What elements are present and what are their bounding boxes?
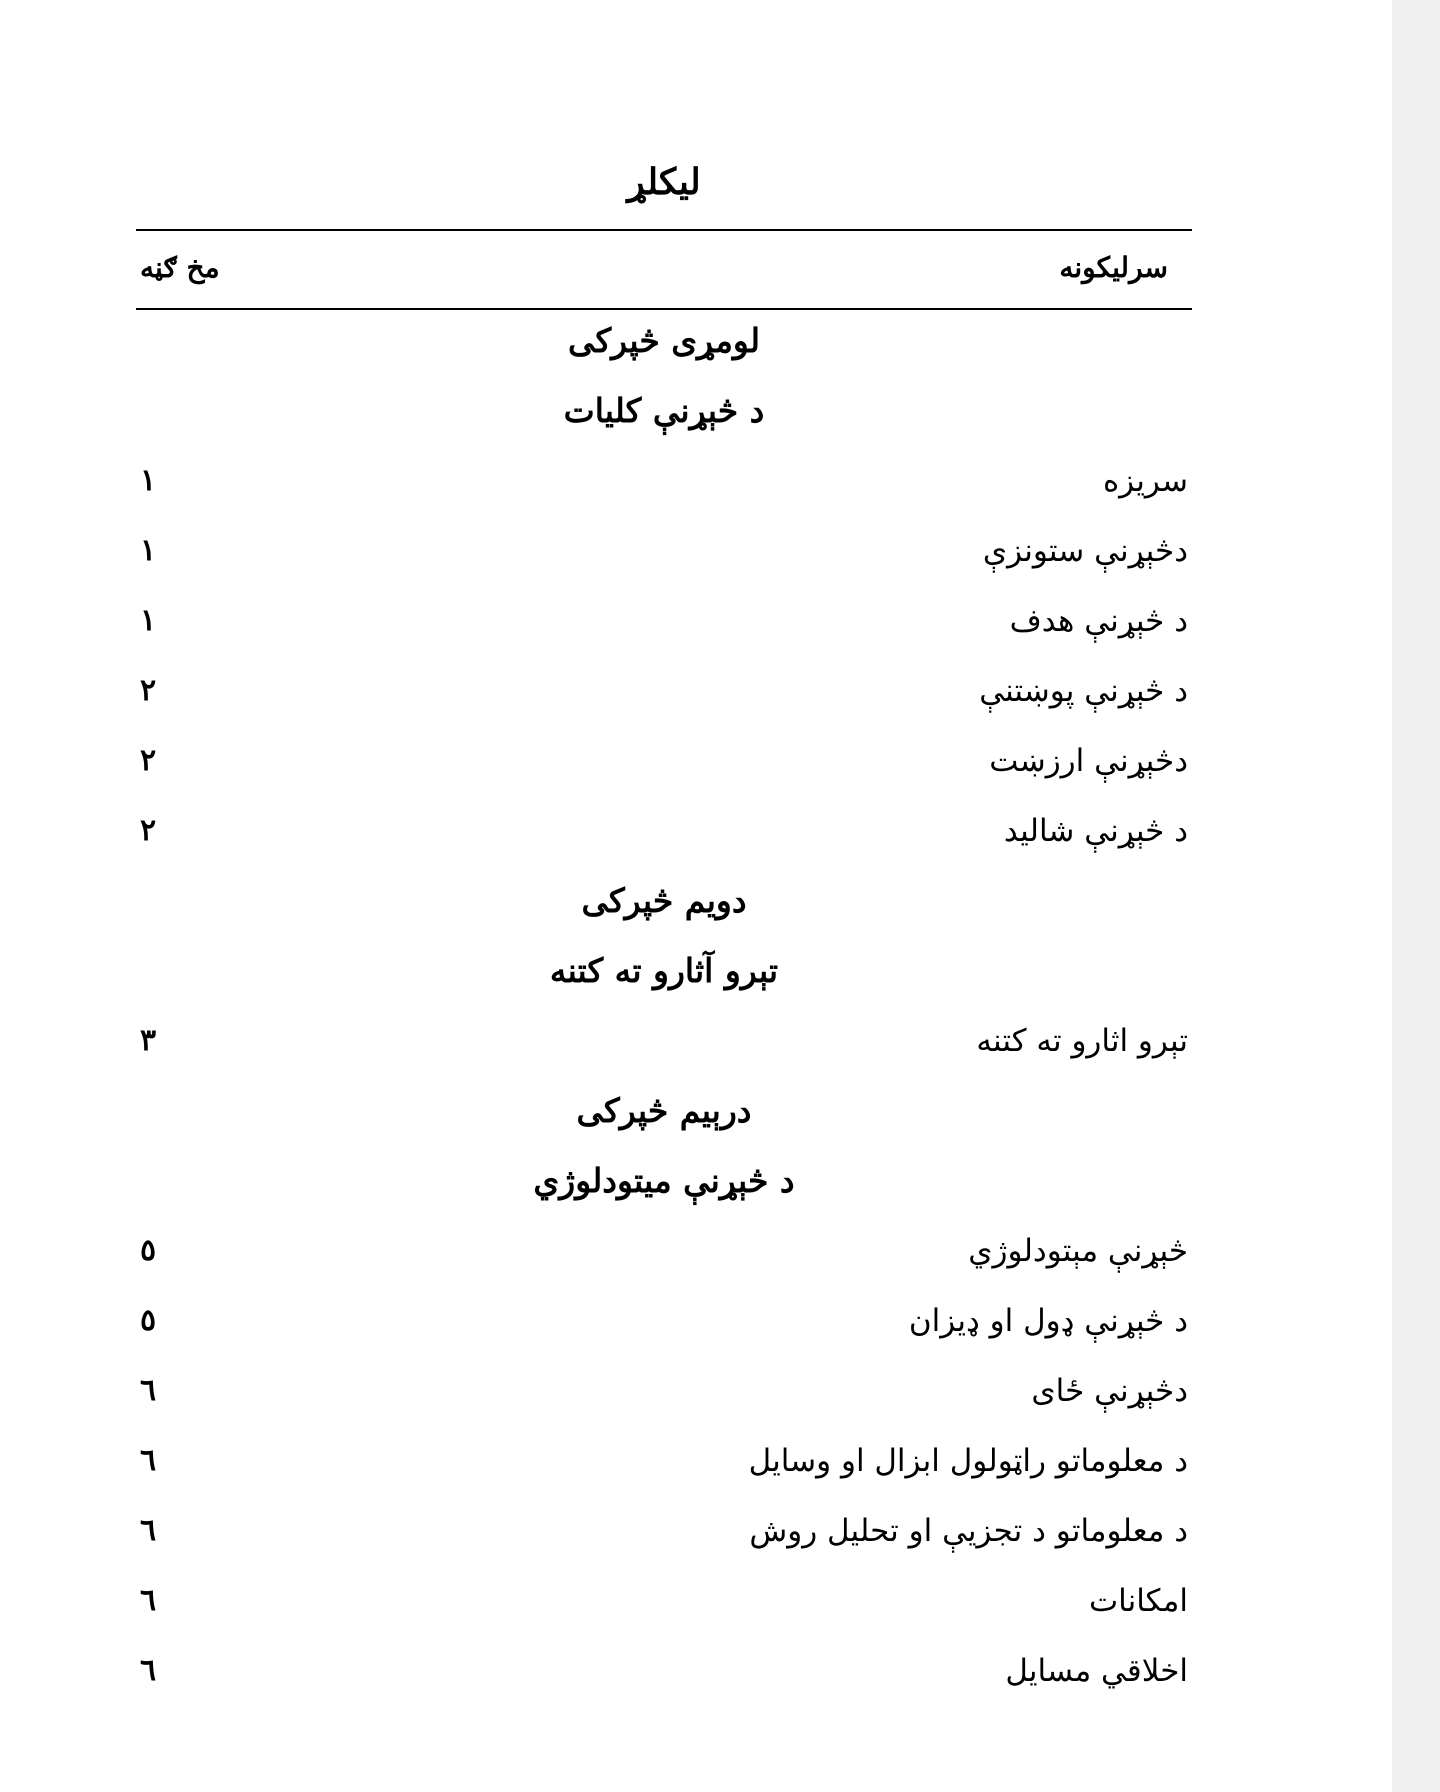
chapter-heading: درېیم څپرکی [576, 1091, 752, 1130]
toc-entry-page-number: ٦ [140, 1373, 157, 1408]
chapter-heading: دویم څپرکی [581, 881, 747, 920]
toc-entry-title: د څېړنې شالید [1003, 813, 1188, 849]
toc-entry [136, 1363, 1192, 1419]
scrollbar-track[interactable] [1392, 0, 1440, 1792]
toc-entry [136, 1013, 1192, 1069]
toc-entry [136, 1573, 1192, 1629]
toc-entry-title: د څېړنې هدف [1009, 603, 1188, 639]
toc-entry [136, 803, 1192, 859]
column-header-titles: سرلیکونه [1059, 251, 1168, 284]
toc-entry-title: د څېړنې پوښتنې [979, 673, 1188, 709]
toc-entry-page-number: ٦ [140, 1653, 157, 1688]
toc-entry-title: تېرو اثارو ته کتنه [976, 1023, 1188, 1059]
toc-entry [136, 1643, 1192, 1699]
toc-entry-title: امکانات [1088, 1583, 1188, 1619]
toc-entry-page-number: ١ [140, 533, 157, 568]
toc-entry-title: د څېړنې ډول او ډیزان [908, 1303, 1188, 1339]
toc-entry [136, 1223, 1192, 1279]
toc-entry-page-number: ٦ [140, 1443, 157, 1478]
toc-entry-page-number: ٢ [140, 743, 157, 778]
toc-entry-page-number: ٥ [140, 1233, 157, 1268]
toc-entry-page-number: ٢ [140, 673, 157, 708]
chapter-heading: لومړی څپرکی [567, 321, 761, 360]
toc-entry-page-number: ١ [140, 603, 157, 638]
toc-entry-title: سریزه [1102, 463, 1188, 499]
toc-entry [136, 453, 1192, 509]
toc-title: لیکلړ [627, 161, 701, 203]
toc-entry-title: اخلاقي مسایل [1005, 1653, 1188, 1689]
header-top-rule [136, 229, 1192, 231]
toc-entry-page-number: ٥ [140, 1303, 157, 1338]
toc-header-row [136, 244, 1192, 292]
toc-entry-title: دڅېړنې ارزښت [989, 743, 1188, 779]
toc-entry-title: دڅېړنې ځای [1031, 1373, 1188, 1409]
toc-entry-page-number: ٦ [140, 1583, 157, 1618]
toc-entry-page-number: ٦ [140, 1513, 157, 1548]
column-header-page: مخ ګڼه [140, 251, 220, 284]
toc-entry-page-number: ٣ [140, 1023, 157, 1058]
toc-entry [136, 733, 1192, 789]
toc-entry [136, 1503, 1192, 1559]
toc-entry [136, 1293, 1192, 1349]
toc-entry [136, 663, 1192, 719]
toc-entry-page-number: ٢ [140, 813, 157, 848]
toc-entry-title: د معلوماتو د تجزیې او تحلیل روش [749, 1513, 1188, 1549]
chapter-heading: تېرو آثارو ته کتنه [549, 951, 779, 990]
toc-entry [136, 523, 1192, 579]
toc-entry-title: څېړنې مېتودلوژي [968, 1233, 1188, 1269]
chapter-heading: د څېړنې میتودلوژي [533, 1161, 795, 1200]
toc-entry [136, 593, 1192, 649]
toc-entry [136, 1433, 1192, 1489]
toc-entry-title: دڅېړنې ستونزې [982, 533, 1188, 569]
toc-entry-title: د معلوماتو راټولول ابزال او وسایل [748, 1443, 1188, 1479]
toc-entry-page-number: ١ [140, 463, 157, 498]
header-bottom-rule [136, 308, 1192, 310]
chapter-heading: د څېړنې کلیات [563, 391, 765, 430]
